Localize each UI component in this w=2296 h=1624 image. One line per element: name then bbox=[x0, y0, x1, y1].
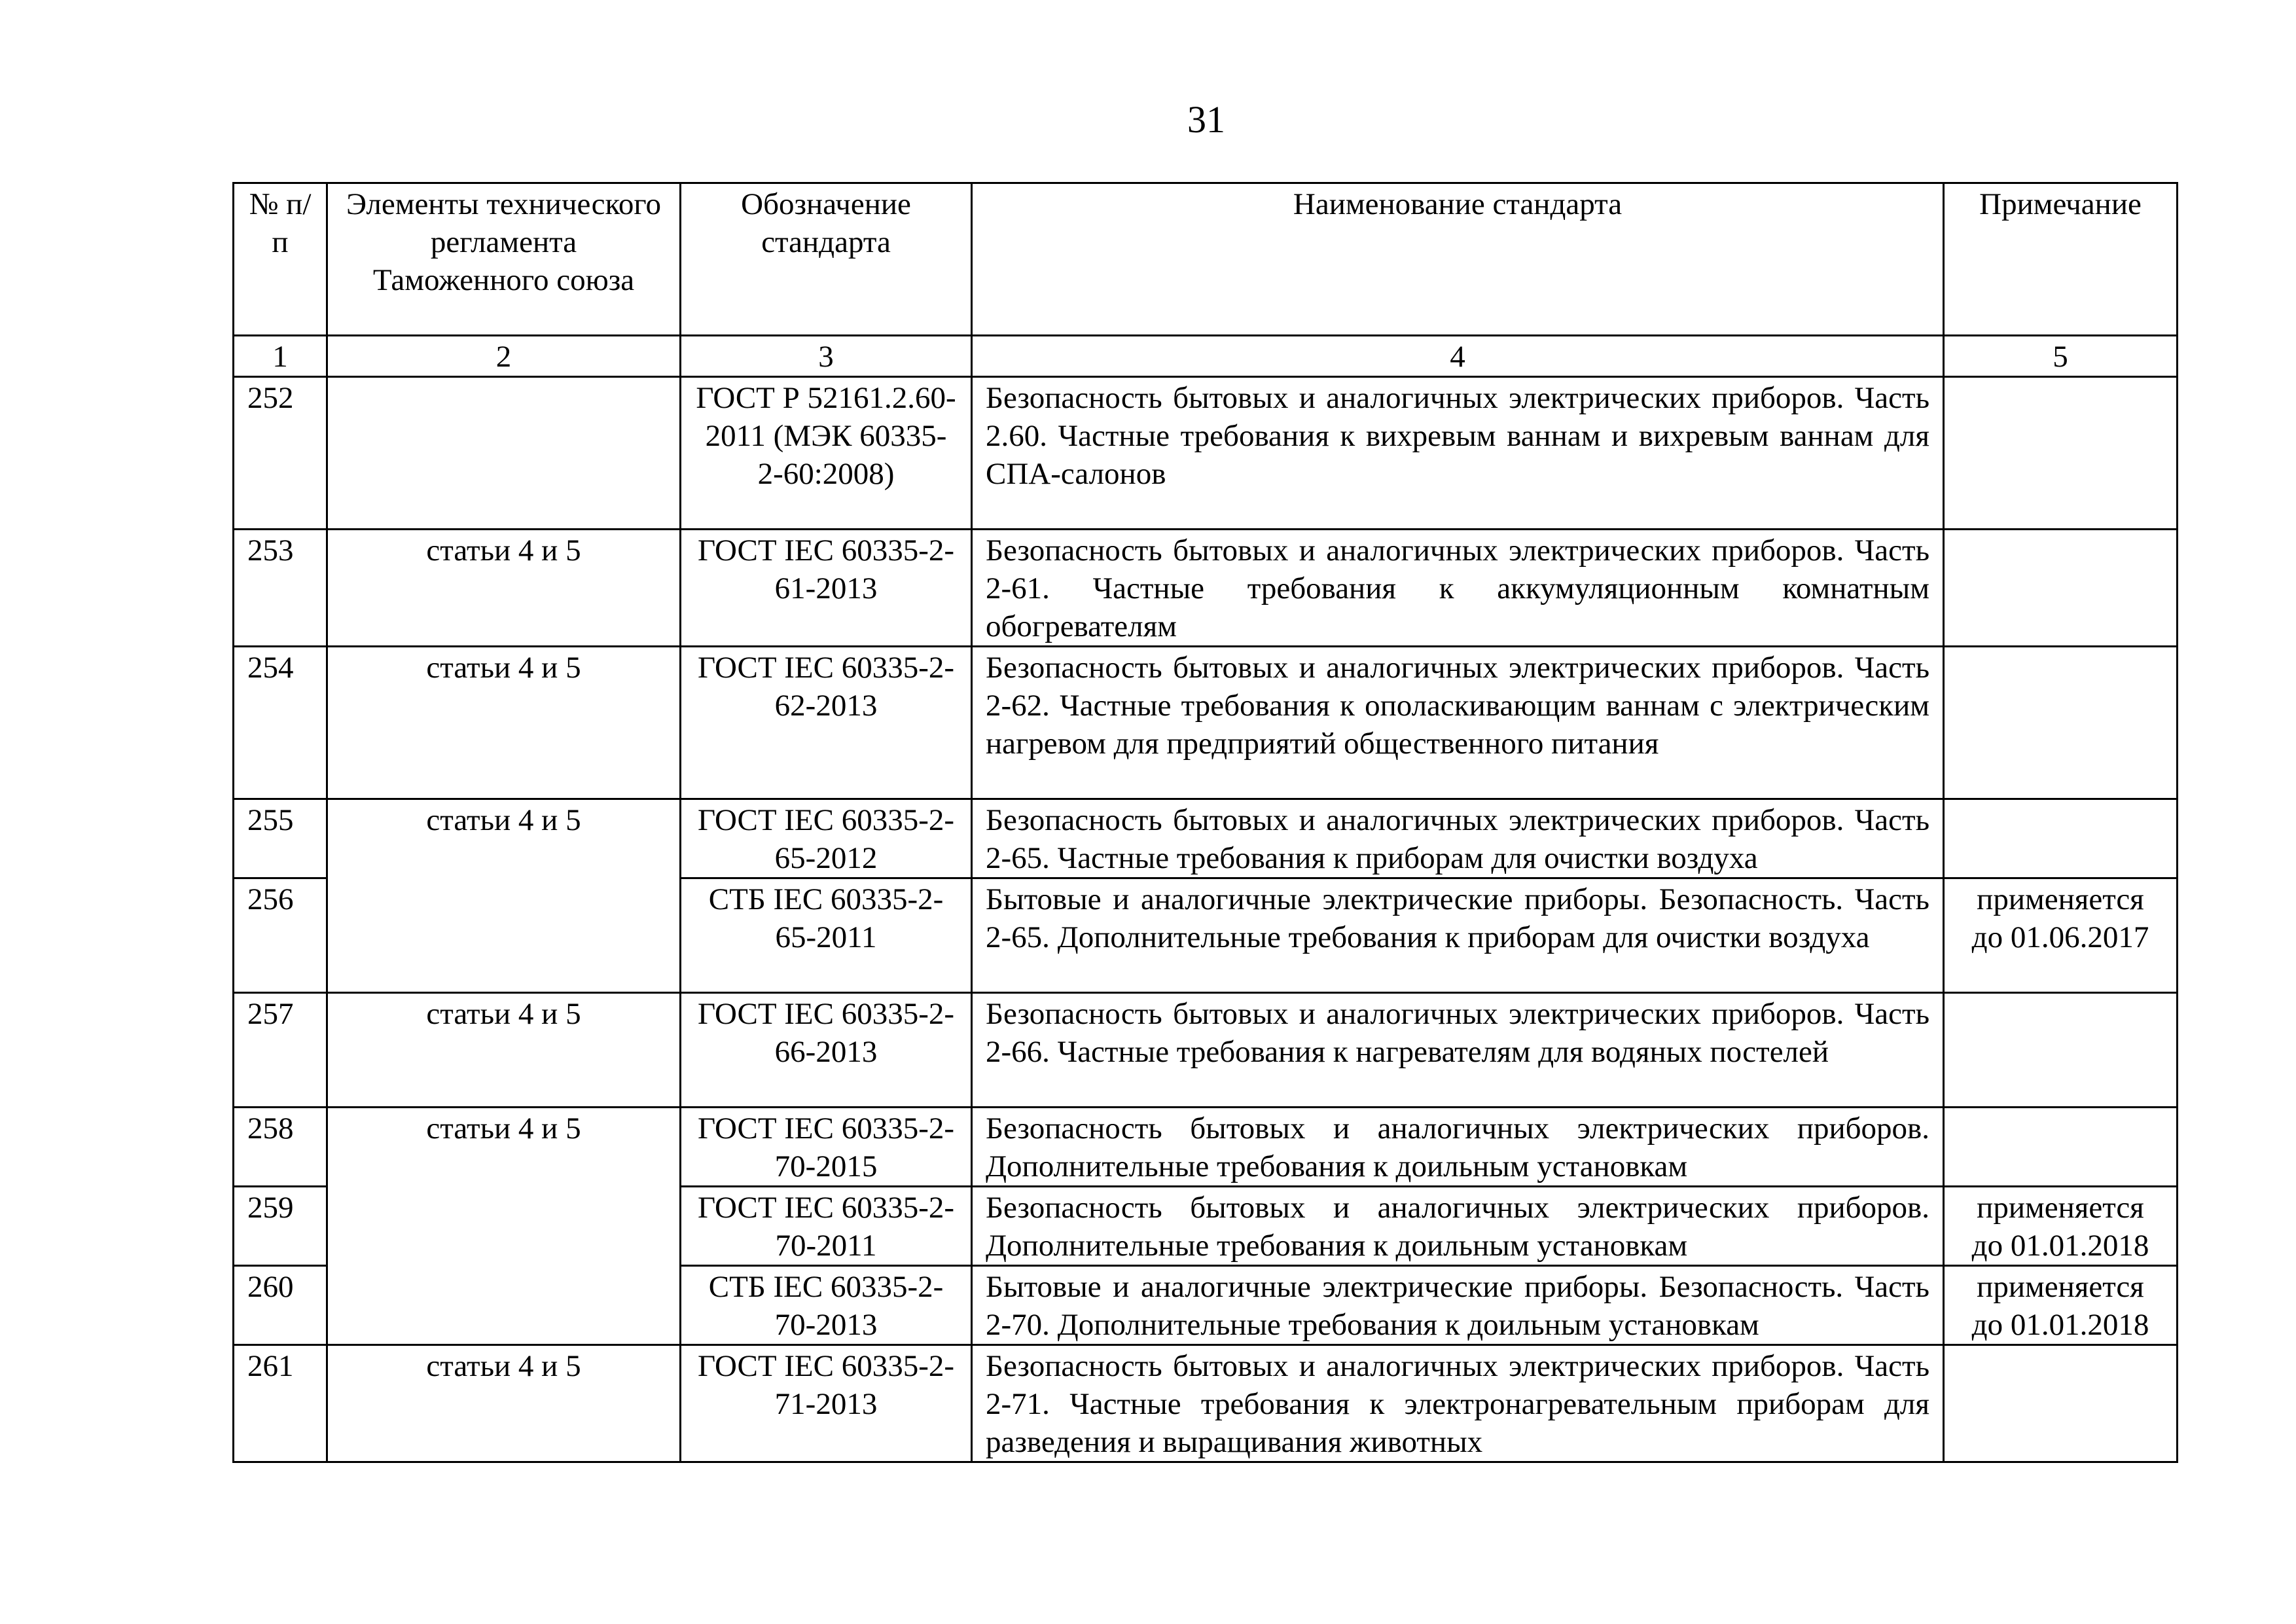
standard-designation: ГОСТ Р 52161.2.60-2011 (МЭК 60335-2-60:2008) bbox=[681, 377, 972, 530]
standard-name: Безопасность бытовых и аналогичных электрических приборов. Дополнительные требования к доильным установкам bbox=[972, 1187, 1944, 1266]
column-number: 4 bbox=[972, 336, 1944, 377]
row-number: 252 bbox=[234, 377, 327, 530]
standard-name: Безопасность бытовых и аналогичных электрических приборов. Часть 2-65. Частные требования к приборам для очистки воздуха bbox=[972, 799, 1944, 878]
standard-name: Безопасность бытовых и аналогичных электрических приборов. Часть 2-61. Частные требования к аккумуляционным комнатным обогревателям bbox=[972, 530, 1944, 647]
standard-designation: СТБ IEC 60335-2-70-2013 bbox=[681, 1266, 972, 1345]
regulation-elements: статьи 4 и 5 bbox=[327, 993, 681, 1108]
standard-name: Безопасность бытовых и аналогичных электрических приборов. Часть 2-62. Частные требования к ополаскивающим ваннам с электрическим нагревом для предприятий общественного питания bbox=[972, 647, 1944, 799]
standards-table bbox=[232, 182, 2178, 1463]
note: применяется до 01.01.2018 bbox=[1944, 1266, 2178, 1345]
standard-designation: СТБ IEC 60335-2-65-2011 bbox=[681, 878, 972, 993]
note: применяется до 01.01.2018 bbox=[1944, 1187, 2178, 1266]
regulation-elements bbox=[327, 377, 681, 530]
standard-designation: ГОСТ IEC 60335-2-70-2011 bbox=[681, 1187, 972, 1266]
note bbox=[1944, 377, 2178, 530]
row-number: 255 bbox=[234, 799, 327, 878]
column-number: 1 bbox=[234, 336, 327, 377]
row-number: 256 bbox=[234, 878, 327, 993]
table-row bbox=[234, 530, 2178, 647]
standard-designation: ГОСТ IEC 60335-2-61-2013 bbox=[681, 530, 972, 647]
header-number: № п/п bbox=[234, 183, 327, 336]
regulation-elements: статьи 4 и 5 bbox=[327, 1345, 681, 1462]
regulation-elements: статьи 4 и 5 bbox=[327, 799, 681, 993]
page-number: 31 bbox=[1187, 98, 1225, 141]
regulation-elements: статьи 4 и 5 bbox=[327, 1108, 681, 1345]
row-number: 254 bbox=[234, 647, 327, 799]
standard-designation: ГОСТ IEC 60335-2-65-2012 bbox=[681, 799, 972, 878]
table-header-row bbox=[234, 183, 2178, 336]
regulation-elements: статьи 4 и 5 bbox=[327, 647, 681, 799]
note bbox=[1944, 993, 2178, 1108]
standard-designation: ГОСТ IEC 60335-2-71-2013 bbox=[681, 1345, 972, 1462]
row-number: 260 bbox=[234, 1266, 327, 1345]
note bbox=[1944, 799, 2178, 878]
standard-name: Бытовые и аналогичные электрические приборы. Безопасность. Часть 2-70. Дополнительные требования к доильным установкам bbox=[972, 1266, 1944, 1345]
header-elements: Элементы технического регламента Таможенного союза bbox=[327, 183, 681, 336]
note bbox=[1944, 1345, 2178, 1462]
header-note: Примечание bbox=[1944, 183, 2178, 336]
standard-name: Безопасность бытовых и аналогичных электрических приборов. Часть 2.60. Частные требования к вихревым ваннам и вихревым ваннам для СПА-салонов bbox=[972, 377, 1944, 530]
row-number: 253 bbox=[234, 530, 327, 647]
table-row bbox=[234, 1108, 2178, 1187]
column-number: 5 bbox=[1944, 336, 2178, 377]
regulation-elements: статьи 4 и 5 bbox=[327, 530, 681, 647]
column-number: 3 bbox=[681, 336, 972, 377]
table-row bbox=[234, 647, 2178, 799]
standard-designation: ГОСТ IEC 60335-2-70-2015 bbox=[681, 1108, 972, 1187]
table-row bbox=[234, 1345, 2178, 1462]
row-number: 257 bbox=[234, 993, 327, 1108]
row-number: 258 bbox=[234, 1108, 327, 1187]
standard-designation: ГОСТ IEC 60335-2-66-2013 bbox=[681, 993, 972, 1108]
standard-name: Бытовые и аналогичные электрические приборы. Безопасность. Часть 2-65. Дополнительные требования к приборам для очистки воздуха bbox=[972, 878, 1944, 993]
note bbox=[1944, 647, 2178, 799]
row-number: 261 bbox=[234, 1345, 327, 1462]
note: применяется до 01.06.2017 bbox=[1944, 878, 2178, 993]
column-number: 2 bbox=[327, 336, 681, 377]
header-designation: Обозначение стандарта bbox=[681, 183, 972, 336]
standard-name: Безопасность бытовых и аналогичных электрических приборов. Часть 2-66. Частные требования к нагревателям для водяных постелей bbox=[972, 993, 1944, 1108]
note bbox=[1944, 530, 2178, 647]
standard-name: Безопасность бытовых и аналогичных электрических приборов. Часть 2-71. Частные требования к электронагревательным приборам для разведения и выращивания животных bbox=[972, 1345, 1944, 1462]
column-numbers-row bbox=[234, 336, 2178, 377]
table-row bbox=[234, 799, 2178, 878]
row-number: 259 bbox=[234, 1187, 327, 1266]
header-standard-name: Наименование стандарта bbox=[972, 183, 1944, 336]
standard-designation: ГОСТ IEC 60335-2-62-2013 bbox=[681, 647, 972, 799]
standard-name: Безопасность бытовых и аналогичных электрических приборов. Дополнительные требования к доильным установкам bbox=[972, 1108, 1944, 1187]
note bbox=[1944, 1108, 2178, 1187]
table-row bbox=[234, 993, 2178, 1108]
table-row bbox=[234, 377, 2178, 530]
